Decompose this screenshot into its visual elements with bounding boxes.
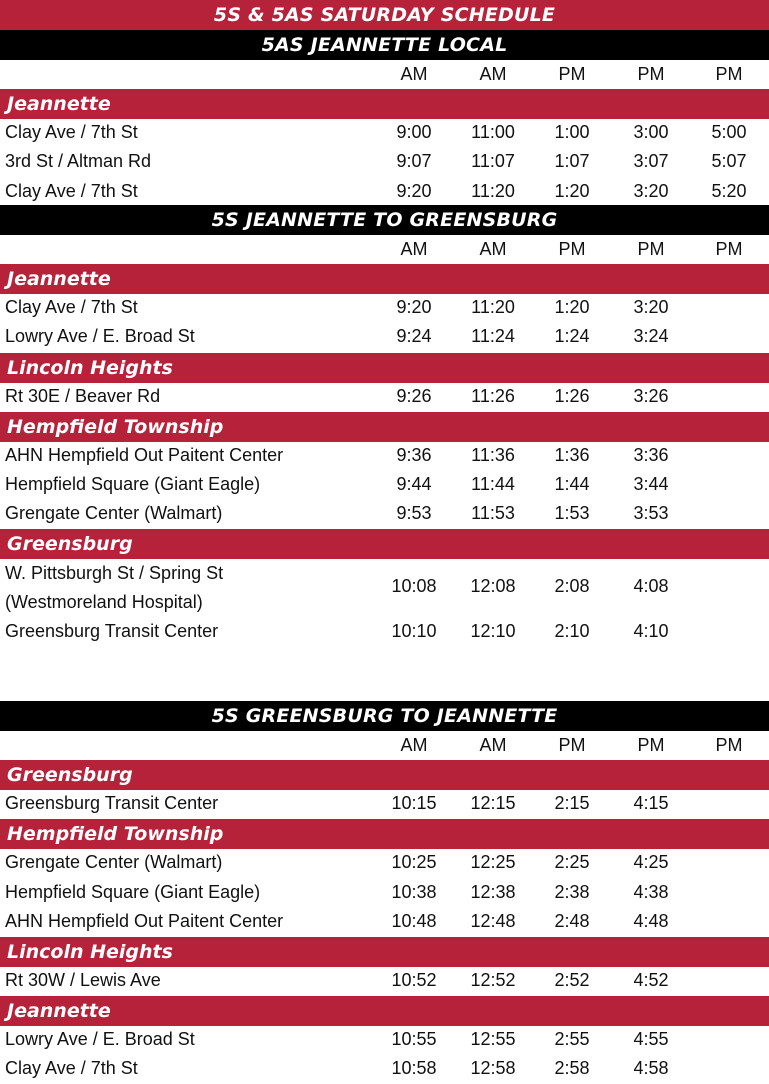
- section-heading: 5S JEANNETTE TO GREENSBURG: [0, 205, 769, 235]
- stop-row: [0, 500, 769, 529]
- time-cell: 3:07: [633, 151, 669, 172]
- time-cell: 4:10: [633, 620, 669, 641]
- time-cell: 4:48: [633, 910, 669, 931]
- time-cell: 1:26: [554, 385, 590, 406]
- section-heading: 5AS JEANNETTE LOCAL: [0, 30, 769, 60]
- time-cell: 2:58: [554, 1058, 590, 1079]
- time-cell: 12:52: [470, 970, 516, 990]
- time-cell: 11:26: [471, 385, 515, 406]
- stop-name: Grengate Center (Walmart): [5, 503, 223, 524]
- time-cell: 2:25: [554, 852, 590, 873]
- time-cell: 1:24: [554, 326, 590, 347]
- ampm-label: PM: [715, 64, 743, 84]
- ampm-label: PM: [637, 64, 665, 84]
- stop-row: [0, 442, 769, 471]
- ampm-label: AM: [400, 239, 428, 259]
- region-heading: [0, 996, 769, 1026]
- time-cell: 11:20: [471, 297, 515, 318]
- stop-name: Hempfield Square (Giant Eagle): [5, 474, 261, 494]
- time-cell: 5:20: [711, 180, 747, 201]
- stop-name: Clay Ave / 7th St: [5, 122, 138, 143]
- stop-row: [0, 178, 769, 207]
- stop-name: Clay Ave / 7th St: [5, 180, 138, 201]
- ampm-label: AM: [400, 64, 428, 84]
- time-cell: 3:53: [633, 503, 669, 524]
- region-label: Jeannette: [7, 1000, 111, 1023]
- stop-row: [0, 1026, 769, 1055]
- time-cell: 10:38: [391, 881, 437, 902]
- time-cell: 2:38: [554, 881, 590, 902]
- time-cell: 12:08: [470, 576, 516, 597]
- time-cell: 4:38: [633, 881, 669, 902]
- region-label: Greensburg: [7, 764, 133, 787]
- region-heading: [0, 412, 769, 442]
- ampm-label: PM: [637, 735, 665, 755]
- region-heading: [0, 89, 769, 119]
- time-cell: 12:48: [470, 910, 516, 931]
- stop-name: Rt 30E / Beaver Rd: [5, 385, 161, 406]
- ampm-label: AM: [479, 735, 507, 755]
- region-label: Hempfield Township: [7, 823, 224, 846]
- time-cell: 11:00: [471, 122, 515, 143]
- ampm-label: AM: [479, 64, 507, 84]
- time-cell: 11:36: [471, 444, 515, 465]
- schedule-title: 5S & 5AS SATURDAY SCHEDULE: [0, 0, 769, 30]
- region-heading: [0, 353, 769, 383]
- time-cell: 1:20: [554, 297, 590, 318]
- time-cell: 2:15: [554, 793, 590, 814]
- region-label: Lincoln Heights: [7, 356, 173, 379]
- stop-name: Clay Ave / 7th St: [5, 1058, 138, 1079]
- time-cell: 2:08: [554, 576, 590, 597]
- time-cell: 12:25: [470, 852, 516, 873]
- ampm-label: PM: [637, 239, 665, 259]
- stop-row: [0, 849, 769, 878]
- region-heading: [0, 264, 769, 294]
- time-cell: 12:15: [470, 793, 516, 814]
- region-heading: [0, 529, 769, 559]
- section-heading: 5S GREENSBURG TO JEANNETTE: [0, 701, 769, 731]
- stop-name: Greensburg Transit Center: [5, 620, 219, 641]
- stop-name: [5, 559, 223, 617]
- region-label: Hempfield Township: [7, 415, 224, 438]
- stop-row: [0, 908, 769, 937]
- stop-name: 3rd St / Altman Rd: [5, 151, 152, 172]
- stop-name: AHN Hempfield Out Paitent Center: [5, 910, 284, 931]
- region-label: Jeannette: [7, 93, 111, 116]
- time-cell: 3:44: [633, 474, 669, 494]
- ampm-header-row: [0, 235, 769, 264]
- time-cell: 9:00: [396, 122, 432, 143]
- stop-name: Hempfield Square (Giant Eagle): [5, 881, 261, 902]
- ampm-header-row: [0, 60, 769, 89]
- time-cell: 11:07: [471, 151, 515, 172]
- time-cell: 1:00: [554, 122, 590, 143]
- time-cell: 3:26: [633, 385, 669, 406]
- time-cell: 11:44: [471, 474, 515, 494]
- stop-row: [0, 879, 769, 908]
- time-cell: 5:07: [711, 151, 747, 172]
- stop-row: [0, 967, 769, 996]
- time-cell: 2:52: [554, 970, 590, 990]
- time-cell: 4:08: [633, 576, 669, 597]
- time-cell: 10:58: [391, 1058, 437, 1079]
- stop-name: Lowry Ave / E. Broad St: [5, 1029, 195, 1050]
- time-cell: 12:38: [470, 881, 516, 902]
- ampm-label: AM: [479, 239, 507, 259]
- time-cell: 12:58: [470, 1058, 516, 1079]
- time-cell: 11:24: [471, 326, 515, 347]
- stop-name: Greensburg Transit Center: [5, 793, 219, 814]
- time-cell: 1:53: [554, 503, 590, 524]
- time-cell: 9:26: [396, 385, 432, 406]
- time-cell: 12:10: [470, 620, 516, 641]
- time-cell: 5:00: [711, 122, 747, 143]
- stop-row: [0, 618, 769, 647]
- time-cell: 12:55: [470, 1029, 516, 1050]
- ampm-label: PM: [558, 239, 586, 259]
- region-heading: [0, 819, 769, 849]
- stop-name: Lowry Ave / E. Broad St: [5, 326, 195, 347]
- time-cell: 9:24: [396, 326, 432, 347]
- time-cell: 10:25: [391, 852, 437, 873]
- ampm-label: PM: [558, 735, 586, 755]
- time-cell: 1:36: [554, 444, 590, 465]
- region-heading: [0, 937, 769, 967]
- time-cell: 1:07: [554, 151, 590, 172]
- stop-name-line: W. Pittsburgh St / Spring St: [5, 563, 224, 584]
- time-cell: 2:10: [554, 620, 590, 641]
- time-cell: 2:48: [554, 910, 590, 931]
- ampm-label: PM: [558, 64, 586, 84]
- time-cell: 9:07: [396, 151, 432, 172]
- ampm-label: PM: [715, 239, 743, 259]
- stop-name: AHN Hempfield Out Paitent Center: [5, 444, 284, 465]
- ampm-label: AM: [400, 735, 428, 755]
- time-cell: 3:36: [633, 444, 669, 465]
- stop-name: Clay Ave / 7th St: [5, 297, 138, 318]
- stop-row: [0, 790, 769, 819]
- stop-row: [0, 294, 769, 323]
- stop-row: [0, 323, 769, 352]
- time-cell: 10:15: [391, 793, 437, 814]
- time-cell: 1:44: [554, 474, 590, 494]
- time-cell: 10:10: [391, 620, 437, 641]
- stop-name: Grengate Center (Walmart): [5, 852, 223, 873]
- ampm-header-row: [0, 731, 769, 760]
- time-cell: 4:55: [633, 1029, 669, 1050]
- region-label: Greensburg: [7, 533, 133, 556]
- stop-row: [0, 119, 769, 148]
- stop-row: [0, 1055, 769, 1084]
- time-cell: 9:20: [396, 180, 432, 201]
- time-cell: 3:20: [633, 297, 669, 318]
- stop-name: Rt 30W / Lewis Ave: [5, 970, 161, 990]
- time-cell: 10:55: [391, 1029, 437, 1050]
- time-cell: 10:52: [391, 970, 437, 990]
- stop-row: [0, 471, 769, 500]
- ampm-label: PM: [715, 735, 743, 755]
- time-cell: 3:00: [633, 122, 669, 143]
- time-cell: 9:44: [396, 474, 432, 494]
- stop-row: [0, 559, 769, 617]
- time-cell: 3:20: [633, 180, 669, 201]
- stop-name-line: (Westmoreland Hospital): [5, 592, 203, 613]
- time-cell: 11:20: [471, 180, 515, 201]
- time-cell: 11:53: [471, 503, 515, 524]
- time-cell: 10:08: [391, 576, 437, 597]
- region-label: Jeannette: [7, 268, 111, 291]
- time-cell: 4:52: [633, 970, 669, 990]
- time-cell: 4:25: [633, 852, 669, 873]
- time-cell: 9:36: [396, 444, 432, 465]
- time-cell: 10:48: [391, 910, 437, 931]
- time-cell: 9:53: [396, 503, 432, 524]
- stop-row: [0, 148, 769, 177]
- region-heading: [0, 760, 769, 790]
- time-cell: 4:58: [633, 1058, 669, 1079]
- time-cell: 3:24: [633, 326, 669, 347]
- stop-row: [0, 383, 769, 412]
- time-cell: 1:20: [554, 180, 590, 201]
- time-cell: 2:55: [554, 1029, 590, 1050]
- region-label: Lincoln Heights: [7, 941, 173, 963]
- time-cell: 4:15: [633, 793, 669, 814]
- time-cell: 9:20: [396, 297, 432, 318]
